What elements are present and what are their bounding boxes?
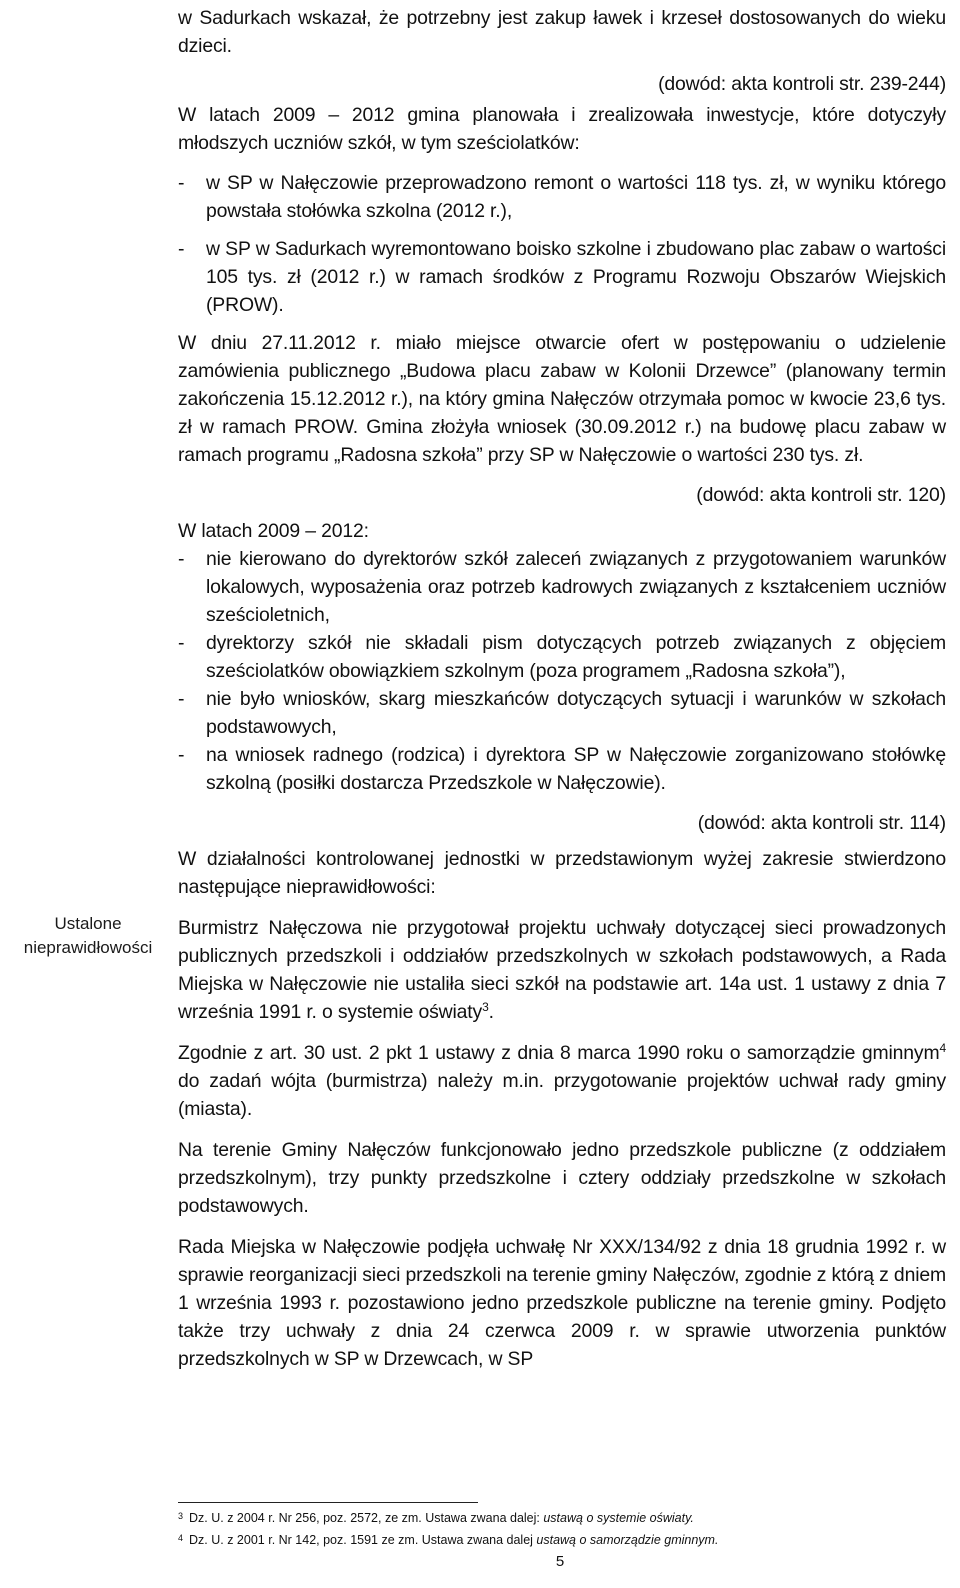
paragraph-years-intro: W latach 2009 – 2012: xyxy=(178,520,369,542)
paragraph-playground-tender: W dniu 27.11.2012 r. miało miejsce otwarcie ofert w postępowaniu o udzielenie zamówienia publicznego „Budowa placu zabaw w Kolonii Drzewce” (planowany termin zakończenia 15.12.2012 r.), na który gmina Nałęczów otrzymała pomoc w kwocie 23,6 tys. zł w ramach PROW. Gmina złożyła wniosek (30.09.2012 r.) na budowę placu zabaw w ramach programu „Radosna szkoła” przy SP w Nałęczowie o wartości 230 tys. zł. xyxy=(178,332,946,466)
footnote-italic: ustawą o systemie oświaty. xyxy=(543,1511,694,1525)
list-dash: - xyxy=(178,744,185,766)
list-item-text: dyrektorzy szkół nie składali pism dotyczących potrzeb związanych z objęciem sześciolatków obowiązkiem szkolnym (poza programem „Radosna szkoła”), xyxy=(206,632,946,682)
list-item-text: w SP w Sadurkach wyremontowano boisko szkolne i zbudowano plac zabaw o wartości 105 tys. zł (2012 r.) w ramach środków z Programu Rozwoju Obszarów Wiejskich (PROW). xyxy=(206,238,946,316)
evidence-reference: (dowód: akta kontroli str. 120) xyxy=(696,484,946,506)
footnote-3 xyxy=(178,1506,946,1528)
footnote-text: Dz. U. z 2001 r. Nr 142, poz. 1591 ze zm. Ustawa zwana dalej xyxy=(189,1533,537,1547)
list-item xyxy=(178,685,946,741)
list-dash: - xyxy=(178,688,185,710)
paragraph-municipal-law xyxy=(178,1039,946,1123)
paragraph-investments-intro: W latach 2009 – 2012 gmina planowała i zrealizowała inwestycje, które dotyczyły młodszych uczniów szkół, w tym sześciolatków: xyxy=(178,104,946,154)
margin-label-line-1: Ustalone xyxy=(54,914,122,933)
list-item-text: nie było wniosków, skarg mieszkańców dotyczących sytuacji i warunków w szkołach podstawowych, xyxy=(206,688,946,738)
list-item-text: na wniosek radnego (rodzica) i dyrektora SP w Nałęczowie zorganizowano stołówkę szkolną (posiłki dostarcza Przedszkole w Nałęczowie). xyxy=(206,744,946,794)
paragraph-council-resolution: Rada Miejska w Nałęczowie podjęła uchwałę Nr XXX/134/92 z dnia 18 grudnia 1992 r. w sprawie reorganizacji sieci przedszkoli na terenie gminy Nałęczów, zgodnie z którą z dniem 1 września 1993 r. pozostawiono jedno przedszkole publiczne na terenie gminy. Podjęto także trzy uchwały z dnia 24 czerwca 2009 r. w sprawie utworzenia punktów przedszkolnych w SP w Drzewcach, w SP xyxy=(178,1236,946,1370)
evidence-reference: (dowód: akta kontroli str. 239-244) xyxy=(658,73,946,95)
paragraph-irregularities-intro: W działalności kontrolowanej jednostki w przedstawionym wyżej zakresie stwierdzono następujące nieprawidłowości: xyxy=(178,848,946,898)
list-dash: - xyxy=(178,172,185,194)
findings-list xyxy=(178,545,946,797)
paragraph-end: . xyxy=(488,1001,494,1023)
paragraph-network-resolution xyxy=(178,914,946,1026)
footnote-4 xyxy=(178,1528,946,1550)
evidence-reference: (dowód: akta kontroli str. 114) xyxy=(697,812,946,834)
margin-label-irregularities xyxy=(20,912,156,960)
footnote-ref-4[interactable]: 4 xyxy=(939,1041,946,1055)
footnote-italic: ustawą o samorządzie gminnym. xyxy=(536,1533,719,1547)
footnote-text: Dz. U. z 2004 r. Nr 256, poz. 2572, ze zm. Ustawa zwana dalej: xyxy=(189,1511,544,1525)
footnote-ref-3[interactable]: 3 xyxy=(482,1000,489,1014)
list-dash: - xyxy=(178,632,185,654)
footnote-number: 3 xyxy=(178,1511,184,1521)
investments-list xyxy=(178,169,946,319)
page-number: 5 xyxy=(555,1553,565,1570)
footnote-separator xyxy=(178,1502,478,1503)
list-item xyxy=(178,629,946,685)
main-content xyxy=(178,4,946,1373)
footnotes xyxy=(178,1506,946,1550)
list-item xyxy=(178,235,946,319)
list-item-text: w SP w Nałęczowie przeprowadzono remont o wartości 118 tys. zł, w wyniku którego powstała stołówka szkolna (2012 r.), xyxy=(206,172,946,222)
list-dash: - xyxy=(178,548,185,570)
list-item xyxy=(178,741,946,797)
list-item xyxy=(178,545,946,629)
paragraph-text: Zgodnie z art. 30 ust. 2 pkt 1 ustawy z dnia 8 marca 1990 roku o samorządzie gminnym xyxy=(178,1042,940,1064)
footnote-number: 4 xyxy=(178,1533,184,1543)
margin-label-line-2: nieprawidłowości xyxy=(23,938,153,957)
paragraph-text-end: do zadań wójta (burmistrza) należy m.in. przygotowanie projektów uchwał rady gminy (miasta). xyxy=(178,1070,946,1120)
paragraph-preschools: Na terenie Gminy Nałęczów funkcjonowało jedno przedszkole publiczne (z oddziałem przedszkolnym), trzy punkty przedszkolne i cztery oddziały przedszkolne w szkołach podstawowych. xyxy=(178,1139,946,1217)
list-item xyxy=(178,169,946,225)
list-dash: - xyxy=(178,238,185,260)
paragraph-sadurki-furniture: w Sadurkach wskazał, że potrzebny jest zakup ławek i krzeseł dostosowanych do wieku dzieci. xyxy=(178,7,946,57)
list-item-text: nie kierowano do dyrektorów szkół zaleceń związanych z przygotowaniem warunków lokalowych, wyposażenia oraz potrzeb kadrowych związanych z kształceniem uczniów sześcioletnich, xyxy=(206,548,946,626)
paragraph-text: Burmistrz Nałęczowa nie przygotował projektu uchwały dotyczącej sieci prowadzonych publicznych przedszkoli i oddziałów przedszkolnych w szkołach podstawowych, a Rada Miejska w Nałęczowie nie ustaliła sieci szkół na podstawie art. 14a ust. 1 ustawy z dnia 7 września 1991 r. o systemie oświaty xyxy=(178,917,946,1023)
